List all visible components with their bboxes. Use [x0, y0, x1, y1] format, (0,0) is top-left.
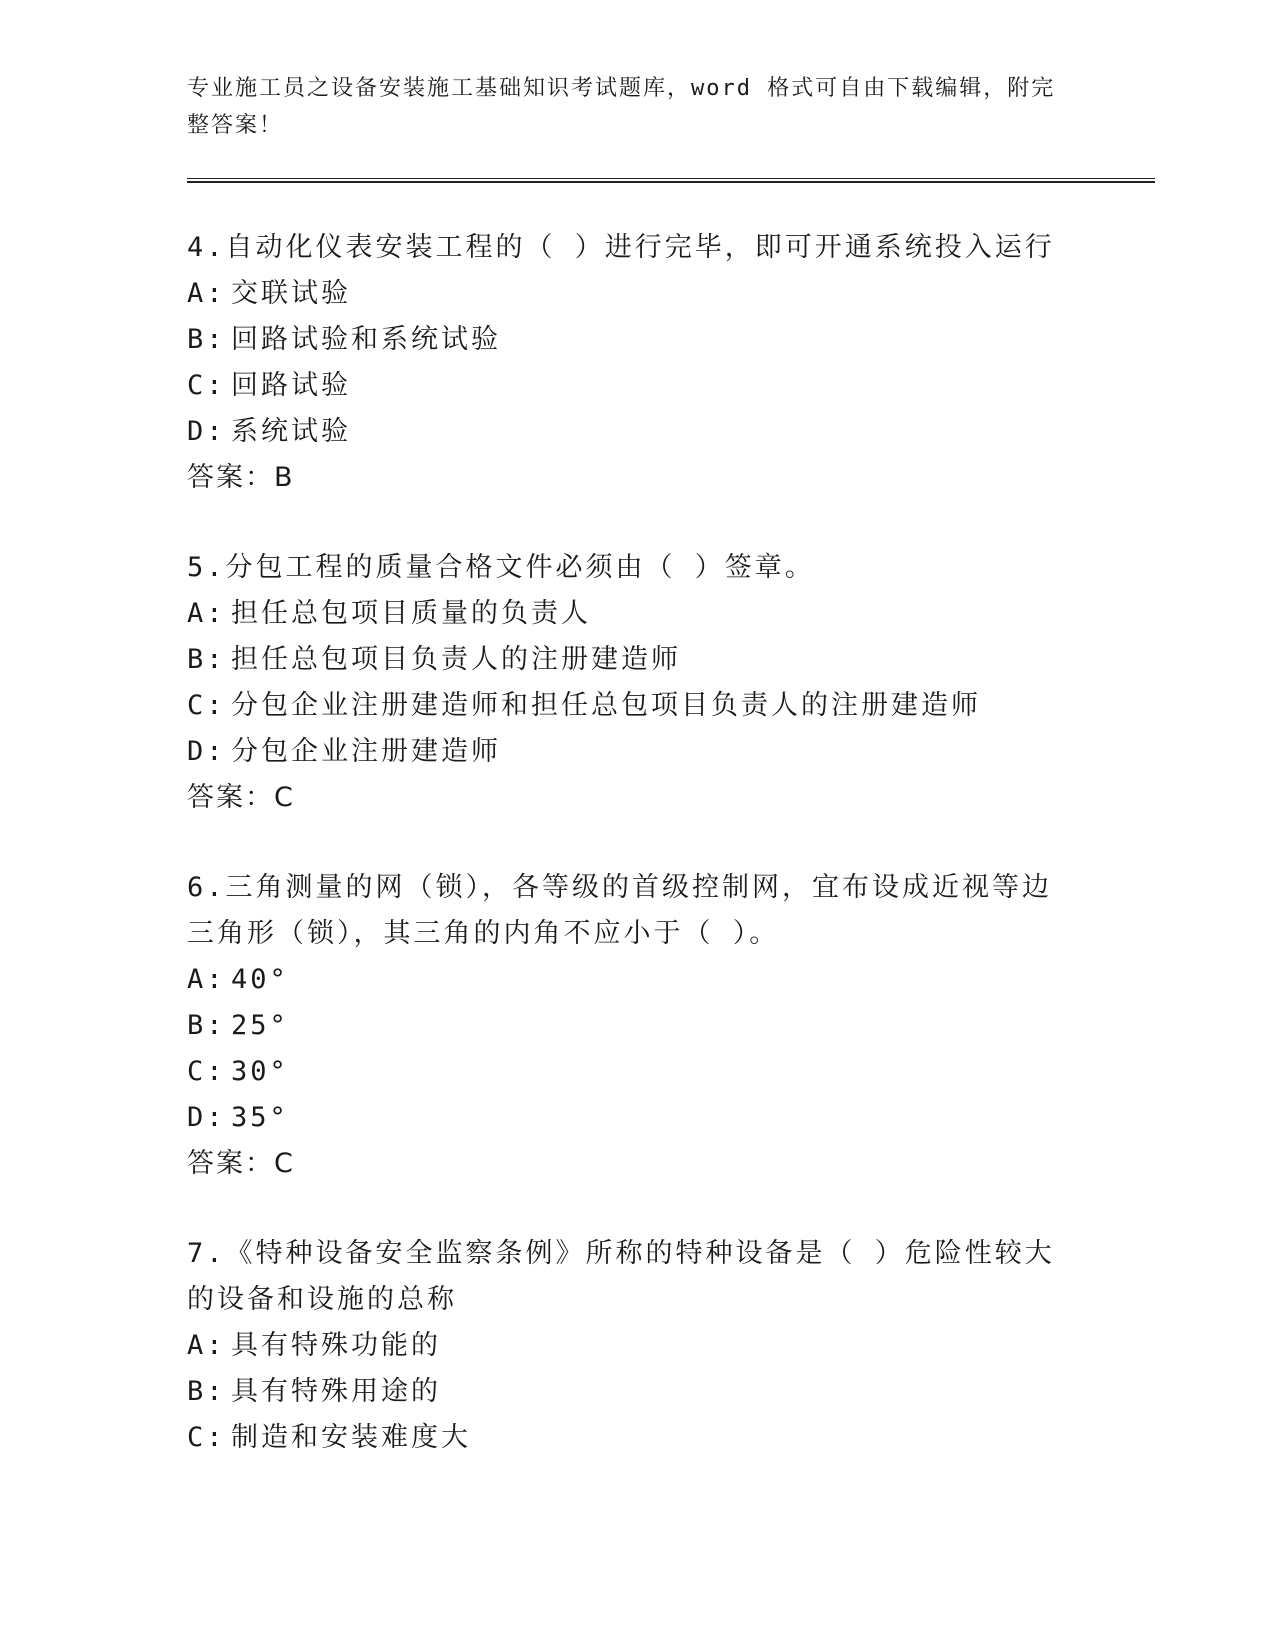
option-letter: D: [187, 736, 226, 767]
option-d [187, 409, 1147, 455]
option-letter: C: [187, 1056, 226, 1087]
option-text: 回路试验 [231, 370, 351, 401]
option-text: 分包企业注册建造师和担任总包项目负责人的注册建造师 [231, 690, 981, 721]
option-c [187, 363, 1147, 409]
option-d [187, 729, 1147, 775]
option-text: 交联试验 [231, 278, 351, 309]
option-letter: C: [187, 690, 226, 721]
option-c [187, 1415, 1147, 1461]
question-stem: 5.分包工程的质量合格文件必须由（ ）签章。 [187, 552, 815, 583]
option-text: 30° [231, 1056, 289, 1087]
option-text: 回路试验和系统试验 [231, 324, 501, 355]
header-divider [187, 178, 1155, 183]
option-text: 制造和安装难度大 [231, 1422, 471, 1453]
option-letter: B: [187, 1010, 226, 1041]
option-letter: A: [187, 278, 226, 309]
question-6 [187, 865, 1147, 1187]
option-text: 具有特殊功能的 [231, 1330, 441, 1361]
document-header: 专业施工员之设备安装施工基础知识考试题库，word 格式可自由下载编辑，附完整答案！ [187, 76, 1056, 138]
question-5 [187, 545, 1147, 821]
option-letter: B: [187, 644, 226, 675]
answer-line: 答案：C [187, 1148, 295, 1179]
option-b [187, 637, 1147, 683]
option-text: 具有特殊用途的 [231, 1376, 441, 1407]
option-letter: D: [187, 1102, 226, 1133]
option-text: 40° [231, 964, 289, 995]
question-stem: 7.《特种设备安全监察条例》所称的特种设备是（ ）危险性较大的设备和设施的总称 [187, 1238, 1055, 1315]
answer-line: 答案：C [187, 782, 295, 813]
document-page [187, 70, 1147, 1505]
option-text: 担任总包项目负责人的注册建造师 [231, 644, 681, 675]
question-stem: 4.自动化仪表安装工程的（ ）进行完毕，即可开通系统投入运行 [187, 232, 1055, 263]
option-letter: C: [187, 1422, 226, 1453]
option-text: 25° [231, 1010, 289, 1041]
option-text: 35° [231, 1102, 289, 1133]
question-4 [187, 225, 1147, 501]
option-a [187, 271, 1147, 317]
option-a [187, 1323, 1147, 1369]
option-text: 担任总包项目质量的负责人 [231, 598, 591, 629]
question-list [187, 225, 1147, 1461]
option-c [187, 1049, 1147, 1095]
option-d [187, 1095, 1147, 1141]
option-b [187, 1003, 1147, 1049]
option-letter: C: [187, 370, 226, 401]
option-b [187, 317, 1147, 363]
option-letter: B: [187, 1376, 226, 1407]
option-c [187, 683, 1147, 729]
option-text: 系统试验 [231, 416, 351, 447]
option-a [187, 957, 1147, 1003]
option-letter: A: [187, 964, 226, 995]
option-a [187, 591, 1147, 637]
question-stem: 6.三角测量的网（锁），各等级的首级控制网，宜布设成近视等边三角形（锁），其三角的内角不应小于（ ）。 [187, 872, 1053, 949]
option-letter: B: [187, 324, 226, 355]
option-text: 分包企业注册建造师 [231, 736, 501, 767]
option-letter: A: [187, 1330, 226, 1361]
question-7 [187, 1231, 1147, 1461]
answer-line: 答案：B [187, 462, 295, 493]
option-letter: D: [187, 416, 226, 447]
option-letter: A: [187, 598, 226, 629]
option-b [187, 1369, 1147, 1415]
